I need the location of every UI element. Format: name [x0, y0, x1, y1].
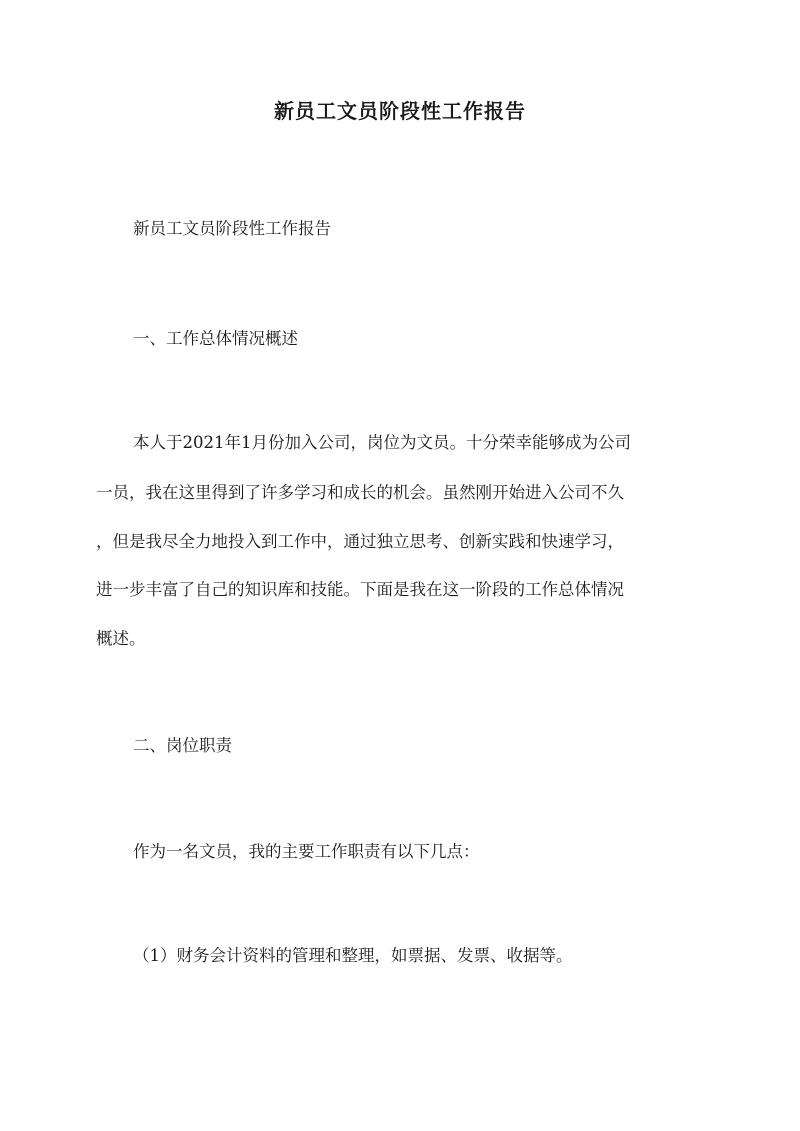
section-2-heading: 二、岗位职责	[133, 736, 232, 755]
section-1-heading: 一、工作总体情况概述	[133, 329, 298, 348]
paragraph-line: 本人于2021年1月份加入公司，岗位为文员。十分荣幸能够成为公司	[133, 433, 631, 452]
document-subtitle: 新员工文员阶段性工作报告	[133, 219, 331, 238]
paragraph-line: 进一步丰富了自己的知识库和技能。下面是我在这一阶段的工作总体情况	[96, 580, 624, 599]
document-title: 新员工文员阶段性工作报告	[274, 99, 526, 123]
paragraph-line: 概述。	[96, 629, 146, 648]
list-item: （1）财务会计资料的管理和整理，如票据、发票、收据等。	[133, 946, 573, 965]
paragraph-line: 一员，我在这里得到了许多学习和成长的机会。虽然刚开始进入公司不久	[96, 483, 624, 502]
paragraph-line: ，但是我尽全力地投入到工作中，通过独立思考、创新实践和快速学习，	[96, 532, 624, 551]
section-2-intro: 作为一名文员，我的主要工作职责有以下几点：	[133, 842, 480, 861]
